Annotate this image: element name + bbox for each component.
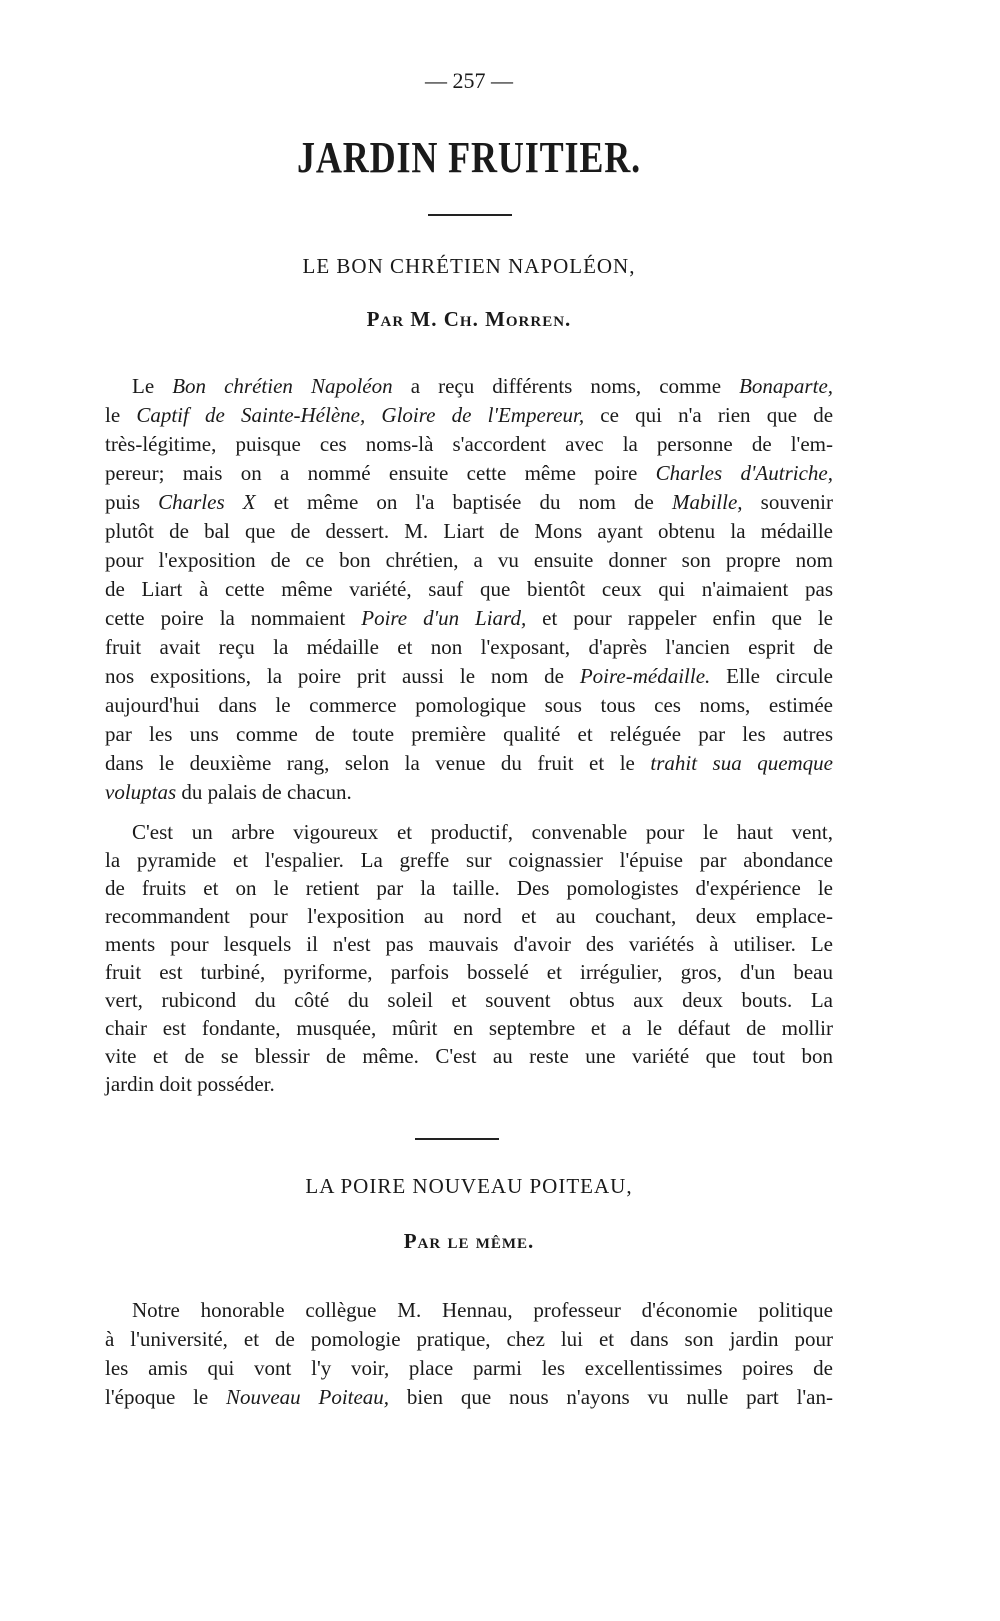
- text-line: [105, 958, 833, 986]
- text-line: [105, 430, 833, 459]
- text: vite et de se blessir de même. C'est au reste une variété que tout bon: [105, 1044, 833, 1068]
- text: fruit est turbiné, pyriforme, parfois bosselé et irrégulier, gros, d'un beau: [105, 960, 833, 984]
- text-line: [105, 902, 833, 930]
- italic-text: Bonaparte,: [739, 374, 834, 398]
- text: de fruits et on le retient par la taille. Des pomologistes d'expérience le: [105, 876, 833, 900]
- text-line: [105, 1296, 833, 1325]
- text-line: [105, 846, 833, 874]
- text-line: [105, 1325, 833, 1354]
- text-line: [105, 1383, 833, 1412]
- text: Notre honorable collègue M. Hennau, professeur d'économie politique: [132, 1298, 833, 1322]
- text-line: [105, 662, 833, 691]
- text: à l'université, et de pomologie pratique, chez lui et dans son jardin pour: [105, 1327, 833, 1351]
- text: bien que nous n'ayons vu nulle part l'an-: [389, 1385, 834, 1409]
- text: vert, rubicond du côté du soleil et souvent obtus aux deux bouts. La: [105, 988, 833, 1012]
- text-line: [105, 517, 833, 546]
- page-title: JARDIN FRUITIER.: [297, 133, 641, 182]
- text: de Liart à cette même variété, sauf que bientôt ceux qui n'aimaient pas: [105, 577, 833, 601]
- italic-text: Nouveau Poiteau,: [226, 1385, 390, 1409]
- text: et même on l'a baptisée du nom de: [255, 490, 672, 514]
- text-line: [105, 930, 833, 958]
- text-line: [105, 1354, 833, 1383]
- text-line: [105, 1014, 833, 1042]
- paragraph: [105, 818, 833, 1098]
- text: ments pour lesquels il n'est pas mauvais d'avoir des variétés à utiliser. Le: [105, 932, 833, 956]
- text: plutôt de bal que de dessert. M. Liart de Mons ayant obtenu la médaille: [105, 519, 833, 543]
- text: la pyramide et l'espalier. La greffe sur coignassier l'épuise par abondance: [105, 848, 833, 872]
- text: l'époque le: [105, 1385, 227, 1409]
- text-line: [105, 874, 833, 902]
- text: par les uns comme de toute première qualité et reléguée par les autres: [105, 722, 833, 746]
- text-line: [105, 818, 833, 846]
- text: cette poire la nommaient: [105, 606, 362, 630]
- italic-text: Poire d'un Liard,: [361, 606, 527, 630]
- section-byline: Par le même.: [403, 1229, 535, 1253]
- paragraph: [105, 372, 833, 807]
- text: le: [105, 403, 137, 427]
- text-line: [105, 575, 833, 604]
- text: aujourd'hui dans le commerce pomologique sous tous ces noms, estimée: [105, 693, 833, 717]
- section-byline: Par M. Ch. Morren.: [366, 307, 572, 331]
- text: C'est un arbre vigoureux et productif, convenable pour le haut vent,: [132, 820, 833, 844]
- text: fruit avait reçu la médaille et non l'exposant, d'après l'ancien esprit de: [105, 635, 833, 659]
- text: a reçu différents noms, comme: [392, 374, 740, 398]
- text-line: [105, 986, 833, 1014]
- section-heading: LE BON CHRÉTIEN NAPOLÉON,: [302, 254, 636, 278]
- text: ce qui n'a rien que de: [584, 403, 834, 427]
- text: souvenir: [742, 490, 833, 514]
- paragraph: [105, 1296, 833, 1412]
- text-line: [105, 633, 833, 662]
- text-line: [105, 749, 833, 778]
- italic-text: Captif de Sainte-Hélène, Gloire de l'Empereur,: [136, 403, 585, 427]
- text-line: [105, 691, 833, 720]
- italic-text: Charles X: [158, 490, 256, 514]
- text: Elle circule: [710, 664, 833, 688]
- text: pereur; mais on a nommé ensuite cette même poire: [105, 461, 656, 485]
- text-line: [105, 401, 833, 430]
- section-heading: LA POIRE NOUVEAU POITEAU,: [305, 1174, 633, 1198]
- page-number: — 257 —: [425, 68, 513, 93]
- text-line: [105, 604, 833, 633]
- divider: [415, 1138, 499, 1140]
- text-line: [105, 1070, 833, 1098]
- text: Le: [132, 374, 173, 398]
- text-line: [105, 778, 833, 807]
- text-line: [105, 372, 833, 401]
- text: recommandent pour l'exposition au nord et au couchant, deux emplace-: [105, 904, 833, 928]
- text-line: [105, 720, 833, 749]
- text-line: [105, 488, 833, 517]
- italic-text: Poire-médaille.: [579, 664, 711, 688]
- text: pour l'exposition de ce bon chrétien, a vu ensuite donner son propre nom: [105, 548, 833, 572]
- text: puis: [105, 490, 159, 514]
- text: chair est fondante, musquée, mûrit en septembre et a le défaut de mollir: [105, 1016, 833, 1040]
- text-line: [105, 546, 833, 575]
- italic-text: Mabille,: [671, 490, 743, 514]
- text-line: [105, 1042, 833, 1070]
- text: du palais de chacun.: [176, 780, 352, 804]
- italic-text: trahit sua quemque: [650, 751, 834, 775]
- text: nos expositions, la poire prit aussi le nom de: [105, 664, 580, 688]
- italic-text: Bon chrétien Napoléon: [172, 374, 393, 398]
- italic-text: Charles d'Autriche,: [655, 461, 833, 485]
- divider: [428, 214, 512, 216]
- text: jardin doit posséder.: [105, 1072, 275, 1096]
- text: et pour rappeler enfin que le: [526, 606, 834, 630]
- text: les amis qui vont l'y voir, place parmi les excellentissimes poires de: [105, 1356, 833, 1380]
- text: très-légitime, puisque ces noms-là s'accordent avec la personne de l'em-: [105, 432, 833, 456]
- text-line: [105, 459, 833, 488]
- italic-text: voluptas: [105, 780, 177, 804]
- text: dans le deuxième rang, selon la venue du fruit et le: [105, 751, 651, 775]
